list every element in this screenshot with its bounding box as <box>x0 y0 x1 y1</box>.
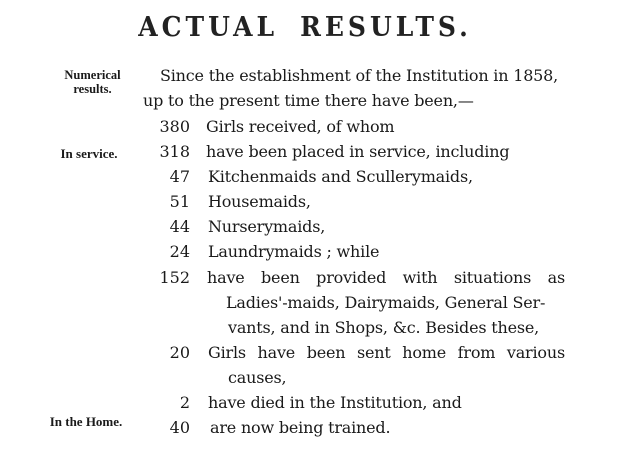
row-text-justified <box>208 343 565 363</box>
count-sent-home: 20 <box>169 343 190 362</box>
margin-note-line: results. <box>73 82 112 96</box>
count-housemaids: 51 <box>169 192 190 211</box>
row-continuation: vants, and in Shops, &c. Besides these, <box>228 318 540 337</box>
row-continuation: Ladies'-maids, Dairymaids, General Ser- <box>226 293 546 312</box>
word: have <box>207 268 245 287</box>
word: with <box>402 268 438 287</box>
title-word-actual: ACTUAL <box>138 10 279 43</box>
count-being-trained: 40 <box>169 418 190 437</box>
word: been <box>261 268 300 287</box>
margin-note-in-the-home: In the Home. <box>49 414 123 429</box>
word: Girls <box>208 343 246 362</box>
row-text-justified <box>207 268 565 288</box>
row-text: Nurserymaids, <box>208 217 326 236</box>
word: provided <box>316 268 387 287</box>
row-text: Housemaids, <box>208 192 311 211</box>
count-nurserymaids: 44 <box>169 217 190 236</box>
word: from <box>457 343 496 362</box>
intro-line-1: Since the establishment of the Institution in 1858, <box>160 66 559 85</box>
row-text: Girls received, of whom <box>206 117 395 136</box>
count-kitchenmaids: 47 <box>169 167 190 186</box>
word: situations <box>453 268 532 287</box>
margin-note-line: Numerical <box>64 68 121 82</box>
count-girls-received: 380 <box>159 117 190 136</box>
word: been <box>306 343 346 362</box>
title-word-results: RESULTS. <box>300 10 472 43</box>
count-laundrymaids: 24 <box>169 242 190 261</box>
row-text: are now being trained. <box>210 418 391 437</box>
word: sent <box>357 343 391 362</box>
row-text: Laundrymaids ; while <box>208 242 380 261</box>
margin-note-numerical-results <box>50 68 135 96</box>
word: home <box>402 343 447 362</box>
count-other-situations: 152 <box>159 268 190 287</box>
row-text: have died in the Institution, and <box>208 393 462 412</box>
row-text: have been placed in service, including <box>206 142 510 161</box>
margin-note-in-service: In service. <box>60 146 118 161</box>
count-placed-in-service: 318 <box>159 142 190 161</box>
row-text: Kitchenmaids and Scullerymaids, <box>208 167 473 186</box>
count-died: 2 <box>179 393 190 412</box>
intro-line-2: up to the present time there have been,— <box>143 91 474 110</box>
word: various <box>506 343 565 362</box>
word: as <box>547 268 565 287</box>
row-continuation: causes, <box>228 368 287 387</box>
word: have <box>257 343 296 362</box>
page-title <box>0 11 610 43</box>
